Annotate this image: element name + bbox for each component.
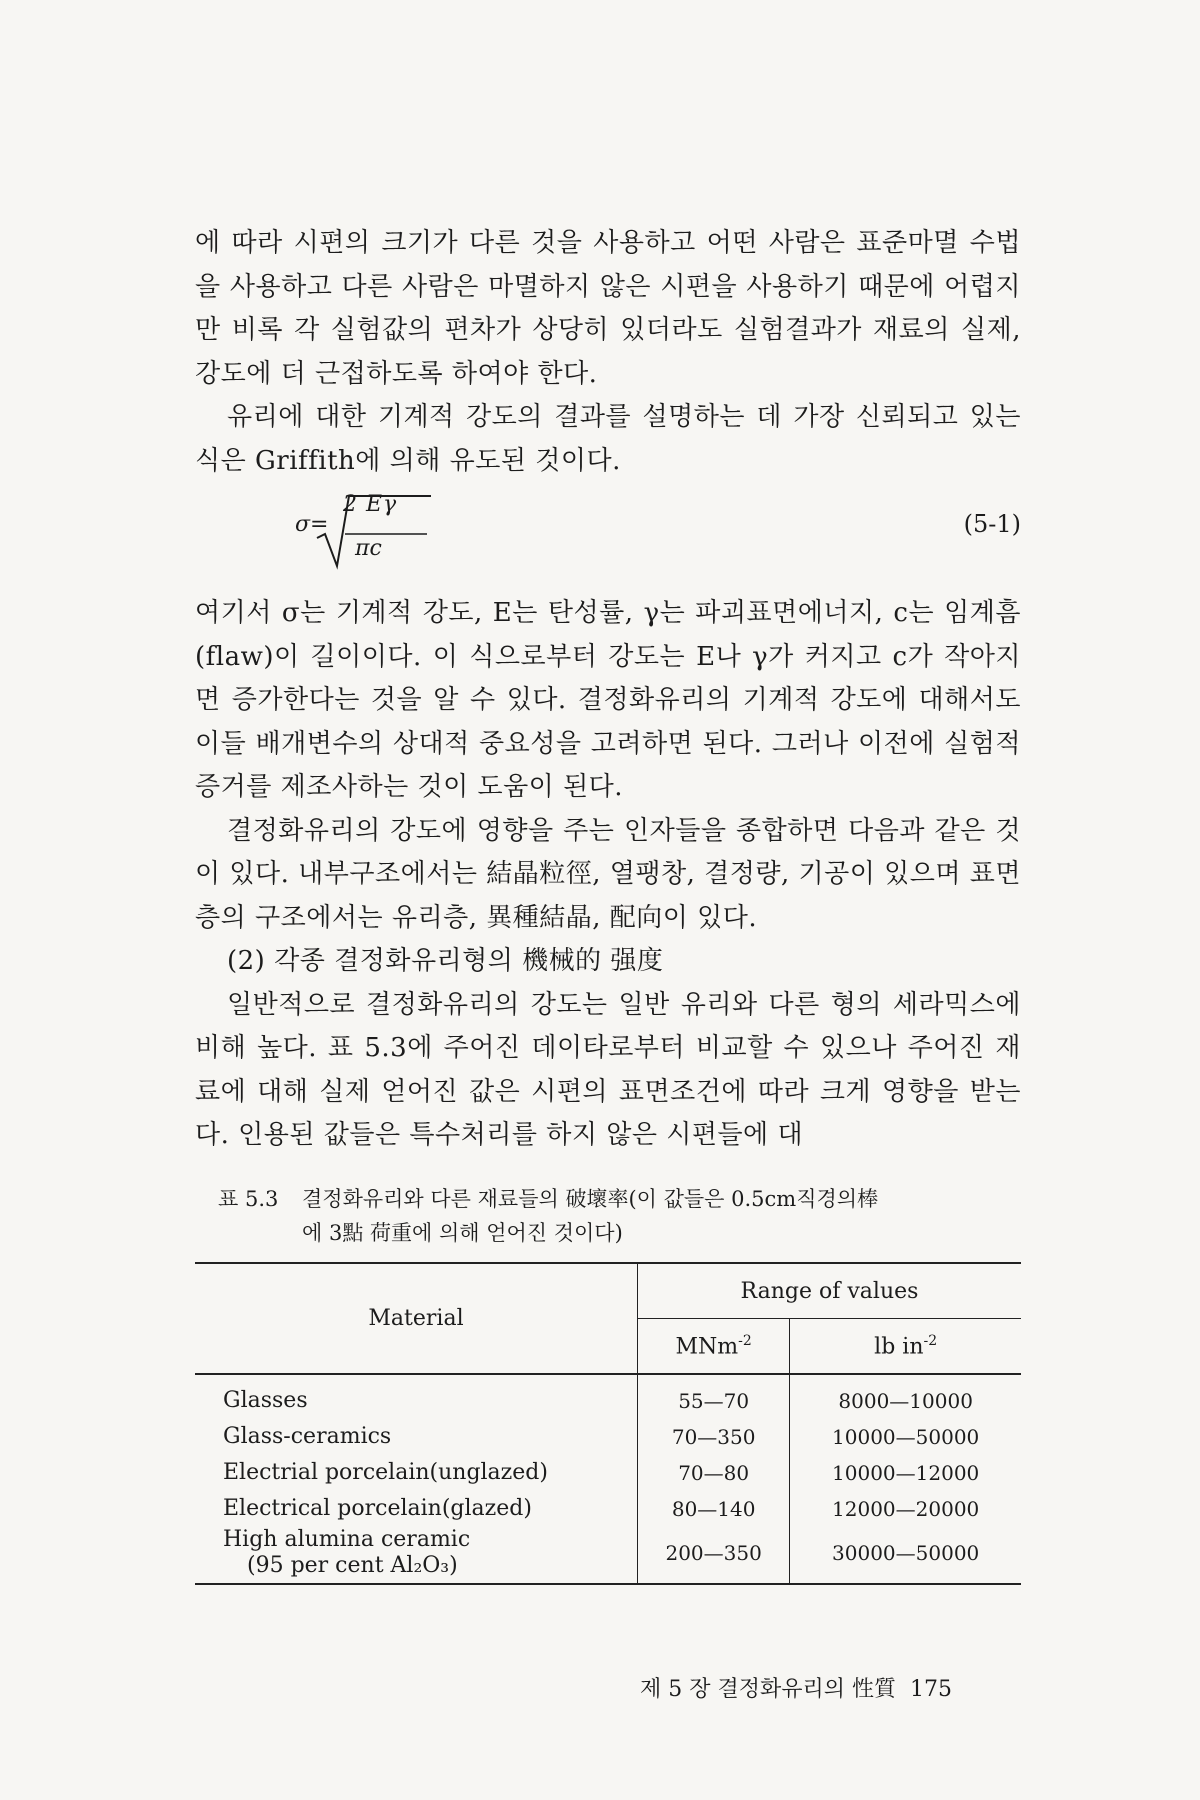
cell-mnm: 70—80 (638, 1455, 790, 1491)
cell-material: Glass-ceramics (195, 1419, 638, 1455)
cell-mnm: 55—70 (638, 1374, 790, 1419)
cell-lbin: 10000—12000 (832, 1461, 980, 1485)
formula-denominator: πc (355, 536, 382, 561)
cell-material (195, 1527, 638, 1584)
table-caption (218, 1182, 1018, 1250)
table-row (195, 1455, 1021, 1491)
paragraph-5: 일반적으로 결정화유리의 강도는 일반 유리와 다른 형의 세라믹스에 비해 높다. 표 5.3에 주어진 데이타로부터 비교할 수 있으나 주어진 재료에 대해 실제 얻어진 값은 시편의 표면조건에 따라 크게 영향을 받는다. 인용된 값들은 특수처리를 하지 않은 시편들에 대 (195, 989, 1021, 1150)
equation-number: (5-1) (963, 510, 1021, 538)
formula-lhs: σ= (295, 512, 329, 537)
paragraph-2: 유리에 대한 기계적 강도의 결과를 설명하는 데 가장 신뢰되고 있는 식은 Griffith에 의해 유도된 것이다. (195, 402, 1021, 476)
table-row (195, 1491, 1021, 1527)
table-row (195, 1374, 1021, 1419)
cell-lbin: 30000—50000 (790, 1527, 1021, 1584)
cell-material: Electrical porcelain(glazed) (195, 1491, 638, 1527)
cell-lbin: 12000—20000 (832, 1497, 980, 1521)
data-table (195, 1262, 1021, 1585)
cell-lbin: 8000—10000 (838, 1389, 973, 1413)
griffith-formula (195, 490, 1021, 576)
paragraph-3: 여기서 σ는 기계적 강도, E는 탄성률, γ는 파괴표면에너지, c는 임계흠(flaw)이 길이이다. 이 식으로부터 강도는 E나 γ가 커지고 c가 작아지면 증가한다는 것을 알 수 있다. 결정화유리의 기계적 강도에 대해서도 이들 배개변수의 상대적 중요성을 고려하면 된다. 그러나 이전에 실험적 증거를 제조사하는 것이 도움이 된다. (195, 598, 1021, 802)
header-unit-mnm: MNm$^{-2}$ (638, 1319, 790, 1375)
cell-mnm: 80—140 (638, 1491, 790, 1527)
header-range: Range of values (638, 1263, 1022, 1319)
table-row (195, 1419, 1021, 1455)
page-number: 175 (910, 1677, 952, 1702)
paragraph-1: 에 따라 시편의 크기가 다른 것을 사용하고 어떤 사람은 표준마멸 수법을 사용하고 다른 사람은 마멸하지 않은 시편을 사용하기 때문에 어렵지만 비록 각 실험값의 편차가 상당히 있더라도 실험결과가 재료의 실제, 강도에 더 근접하도록 하여야 한다. (195, 228, 1021, 389)
header-unit-lbin: lb $in^{-2}$ (790, 1319, 1021, 1375)
cell-material: Electrial porcelain(unglazed) (195, 1455, 638, 1491)
section-heading: (2) 각종 결정화유리형의 機械的 强度 (227, 946, 664, 976)
table-caption-label: 표 5.3 (218, 1187, 279, 1211)
cell-mnm: 70—350 (638, 1419, 790, 1455)
page-footer (640, 1672, 952, 1703)
cell-material-line2: (95 per cent Al₂O₃) (247, 1553, 458, 1578)
table-caption-line2: 에 3點 荷重에 의해 얻어진 것이다) (302, 1221, 623, 1245)
cell-mnm: 200—350 (638, 1527, 790, 1584)
cell-lbin: 10000—50000 (832, 1425, 980, 1449)
paragraph-4: 결정화유리의 강도에 영향을 주는 인자들을 종합하면 다음과 같은 것이 있다. 내부구조에서는 結晶粒徑, 열팽창, 결정량, 기공이 있으며 표면층의 구조에서는 유리층, 異種結晶, 配向이 있다. (195, 815, 1021, 933)
text-block-middle (195, 592, 1021, 1158)
cell-material-line1: High alumina ceramic (223, 1527, 471, 1552)
table-row (195, 1527, 1021, 1584)
header-material: Material (195, 1263, 638, 1374)
formula-numerator: 2 Eγ (343, 492, 398, 517)
cell-material: Glasses (195, 1374, 638, 1419)
table-caption-line1: 결정화유리와 다른 재료들의 破壞率(이 값들은 0.5cm직경의棒 (302, 1187, 879, 1211)
footer-chapter: 제 5 장 결정화유리의 性質 (640, 1677, 896, 1702)
text-block-top (195, 222, 1021, 483)
